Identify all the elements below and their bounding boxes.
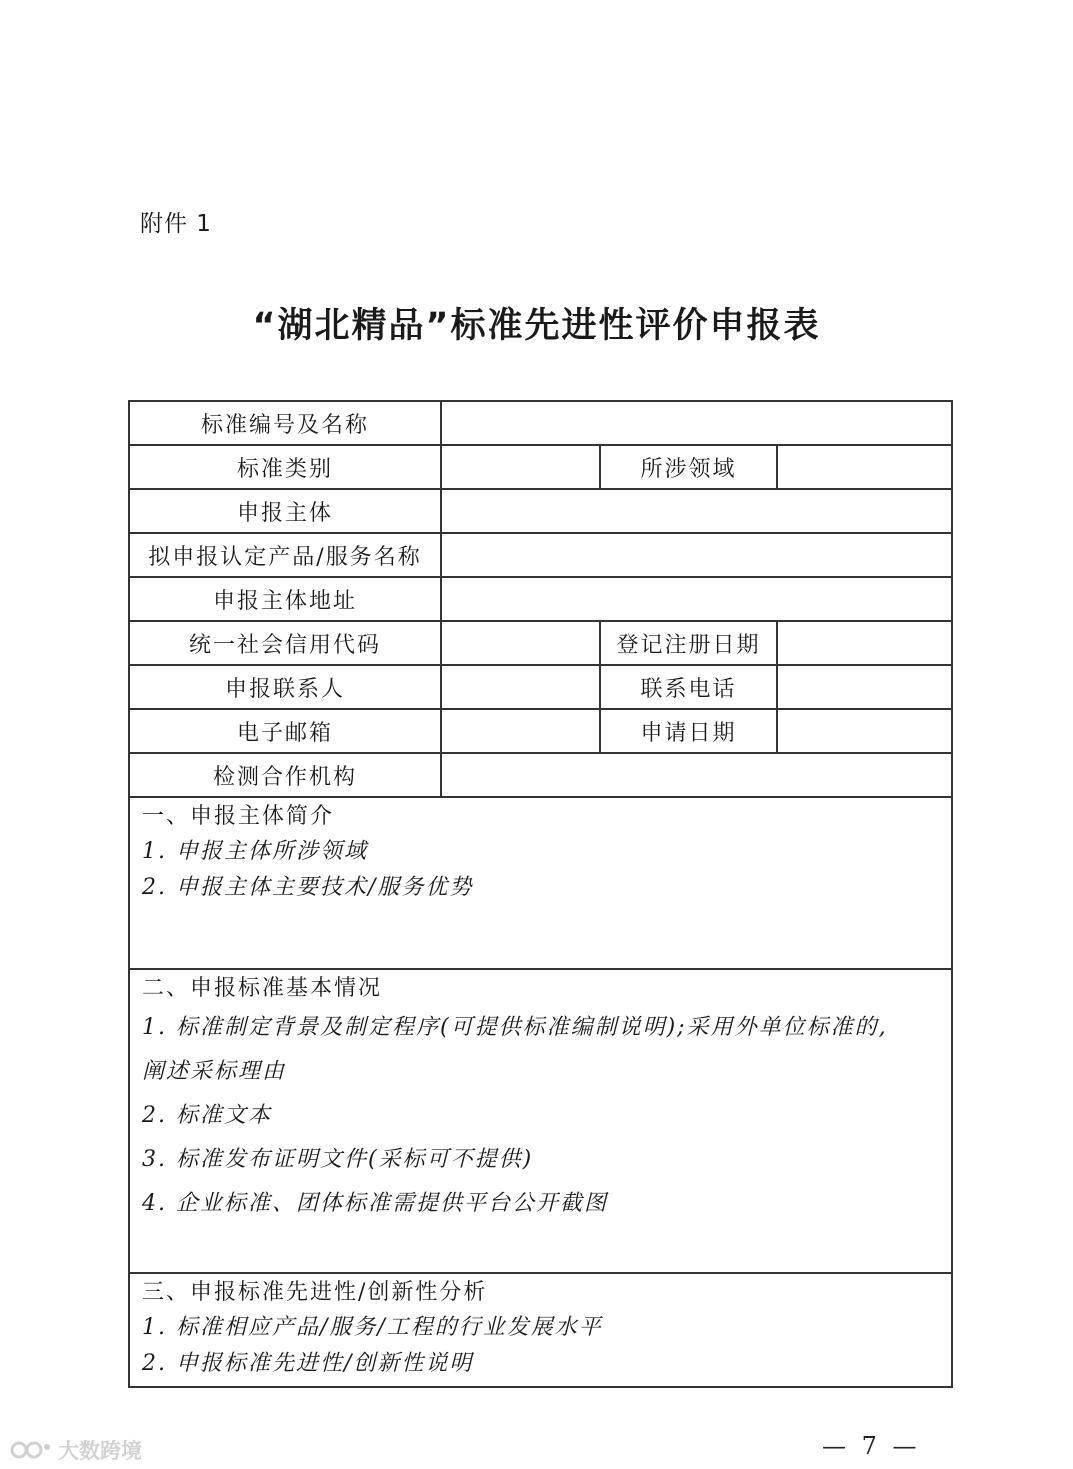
- label-applicant-address: 申报主体地址: [129, 577, 441, 621]
- section-item: 2. 申报主体主要技术/服务优势: [142, 875, 474, 900]
- section-item: 3. 标准发布证明文件(采标可不提供): [142, 1147, 534, 1172]
- table-row: [129, 401, 952, 445]
- attachment-label: 附件 1: [140, 211, 212, 237]
- section-heading: 一、申报主体简介: [142, 804, 335, 829]
- input-contact-person[interactable]: [441, 665, 600, 709]
- section-item: 1. 标准制定背景及制定程序(可提供标准编制说明);采用外单位标准的,: [142, 1015, 888, 1040]
- section-item: 2. 申报标准先进性/创新性说明: [142, 1351, 474, 1376]
- table-row: [129, 533, 952, 577]
- label-contact-phone: 联系电话: [600, 665, 777, 709]
- label-email: 电子邮箱: [129, 709, 441, 753]
- label-credit-code: 统一社会信用代码: [129, 621, 441, 665]
- input-applicant-address[interactable]: [441, 577, 952, 621]
- section-item: 1. 标准相应产品/服务/工程的行业发展水平: [142, 1315, 603, 1340]
- label-contact-person: 申报联系人: [129, 665, 441, 709]
- input-testing-partner[interactable]: [441, 753, 952, 797]
- input-credit-code[interactable]: [441, 621, 600, 665]
- input-registration-date[interactable]: [777, 621, 952, 665]
- watermark-text: 大数跨境: [58, 1439, 142, 1463]
- table-row: [129, 797, 952, 969]
- section-heading: 二、申报标准基本情况: [142, 976, 383, 1001]
- section-item: 阐述采标理由: [142, 1059, 287, 1084]
- form-title: “湖北精品”标准先进性评价申报表: [252, 306, 821, 346]
- input-apply-date[interactable]: [777, 709, 952, 753]
- table-row: [129, 445, 952, 489]
- section-advancement-analysis[interactable]: [129, 1273, 952, 1387]
- input-standard-no-name[interactable]: [441, 401, 952, 445]
- label-testing-partner: 检测合作机构: [129, 753, 441, 797]
- table-row: [129, 709, 952, 753]
- section-item: 1. 申报主体所涉领域: [142, 839, 368, 864]
- label-applicant: 申报主体: [129, 489, 441, 533]
- section-item: 4. 企业标准、团体标准需提供平台公开截图: [142, 1191, 608, 1216]
- page-number: — 7 —: [822, 1432, 921, 1460]
- table-row: [129, 621, 952, 665]
- input-product-service-name[interactable]: [441, 533, 952, 577]
- table-row: [129, 665, 952, 709]
- label-apply-date: 申请日期: [600, 709, 777, 753]
- table-row: [129, 577, 952, 621]
- input-field[interactable]: [777, 445, 952, 489]
- section-standard-basics[interactable]: [129, 969, 952, 1273]
- application-form-table: [128, 400, 953, 1388]
- label-field: 所涉领域: [600, 445, 777, 489]
- label-product-service-name: 拟申报认定产品/服务名称: [129, 533, 441, 577]
- table-row: [129, 753, 952, 797]
- section-heading: 三、申报标准先进性/创新性分析: [142, 1280, 488, 1305]
- section-item: 2. 标准文本: [142, 1103, 272, 1128]
- label-standard-no-name: 标准编号及名称: [129, 401, 441, 445]
- section-applicant-intro[interactable]: [129, 797, 952, 969]
- table-row: [129, 489, 952, 533]
- table-row: [129, 969, 952, 1273]
- input-standard-category[interactable]: [441, 445, 600, 489]
- label-standard-category: 标准类别: [129, 445, 441, 489]
- label-registration-date: 登记注册日期: [600, 621, 777, 665]
- watermark: [10, 1435, 142, 1465]
- table-row: [129, 1273, 952, 1387]
- input-email[interactable]: [441, 709, 600, 753]
- watermark-logo-icon: [10, 1438, 52, 1462]
- input-contact-phone[interactable]: [777, 665, 952, 709]
- input-applicant[interactable]: [441, 489, 952, 533]
